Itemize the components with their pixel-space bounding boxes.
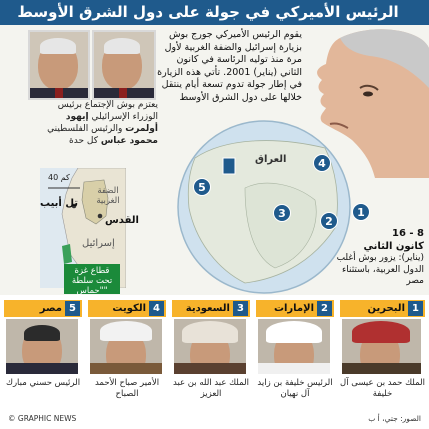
intro-text: يقوم الرئيس الأميركي جورج بوش بزيارة إسرائيل والضفة الغربية لأول مرة منذ توليه الرئاسة في كانون الثاني (يناير) 2001. تأتي هذه الزيارة في إطار جولة تدوم تسعة أيام ينتقل خلالها على دول الشرق الأوسط [157, 29, 302, 103]
globe-marker-2: 2 [320, 212, 338, 230]
leader-name: الملك عبد الله بن عبد العزيز [172, 378, 249, 399]
credit: © GRAPHIC NEWS [8, 414, 77, 423]
leaders-caption-part1: يعتزم بوش الإجتماع برئيس الوزراء الإسرائيلي [57, 100, 158, 122]
leaders-caption-part2: والرئيس الفلسطيني [47, 124, 123, 134]
card-number: 5 [65, 301, 80, 316]
leaders-caption-part3: كل حدة [69, 136, 99, 146]
photo-source: الصور: جتي، أ ب [368, 414, 421, 423]
leader-photo [6, 319, 78, 374]
leaders-caption [40, 99, 158, 147]
dates-month: كانون الثاني [363, 240, 424, 252]
card-saudi [172, 300, 250, 412]
leader-name: الرئيس حسني مبارك [5, 378, 81, 388]
west-bank-label: الضفة الغربية [96, 186, 120, 206]
card-number: 3 [233, 301, 248, 316]
card-number: 2 [317, 301, 332, 316]
tel-aviv-label: تل أبيب [40, 198, 79, 209]
leaders-caption-name2: محمود عباس [100, 136, 158, 146]
globe-marker-4: 4 [313, 154, 331, 172]
card-uae [256, 300, 334, 412]
dates-range: 8 - 16 [391, 228, 424, 239]
globe-marker-5: 5 [193, 178, 211, 196]
leader-photo [90, 319, 162, 374]
olmert-photo [28, 30, 90, 100]
dates-caption [330, 228, 424, 288]
globe-marker-3: 3 [273, 204, 291, 222]
abbas-photo [92, 30, 156, 100]
gaza-label: قطاع غزة تحت سلطة "حماس" [64, 264, 120, 294]
card-egypt [4, 300, 82, 412]
leader-photo [342, 319, 421, 374]
israel-label: إسرائيل [82, 238, 115, 249]
leaders-caption-name1: إيهود أولمرت [65, 112, 158, 134]
card-number: 1 [408, 301, 423, 316]
scale-label: 40 كم [48, 173, 70, 182]
card-country: الإمارات [273, 303, 314, 314]
leader-name: الملك حمد بن عيسى آل خليفة [340, 378, 425, 399]
globe-marker-1: 1 [352, 203, 370, 221]
card-country: السعودية [185, 303, 230, 314]
page-title: الرئيس الأميركي في جولة على دول الشرق الأوسط [17, 3, 399, 21]
middle-east-globe [175, 118, 353, 296]
leader-name: الأمير صباح الأحمد الصباح [94, 378, 160, 399]
card-bahrain [340, 300, 425, 412]
leader-photo [258, 319, 330, 374]
dates-text: (يناير): يزور بوش أغلب الدول العربية، باستثناء مصر [336, 253, 424, 286]
iraq-label: العراق [255, 154, 287, 165]
jerusalem-label: القدس [105, 215, 139, 226]
leader-photo [174, 319, 246, 374]
leader-name: الرئيس خليفة بن زايد آل نهيان [257, 378, 333, 399]
card-country: البحرين [367, 303, 405, 314]
card-kuwait [88, 300, 166, 412]
card-number: 4 [149, 301, 164, 316]
card-country: مصر [39, 303, 62, 314]
card-country: الكويت [112, 303, 146, 314]
